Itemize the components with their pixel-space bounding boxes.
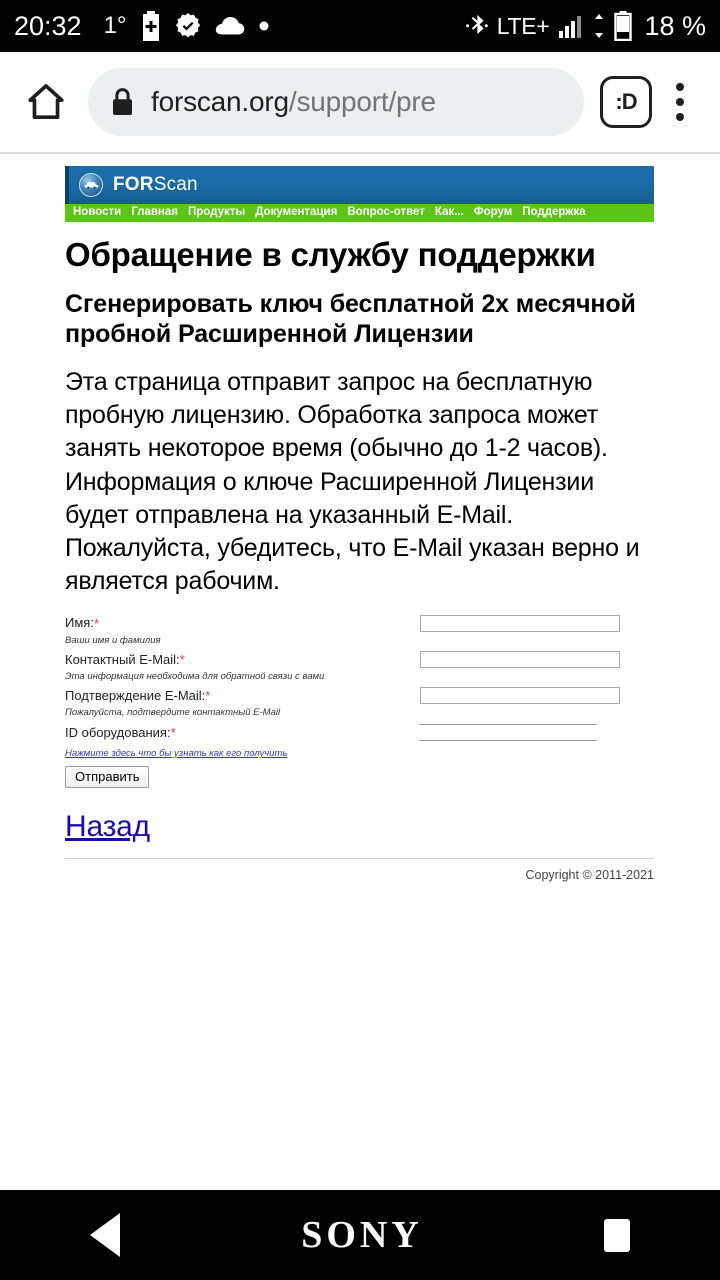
- overflow-menu-icon[interactable]: [652, 68, 708, 136]
- email-confirm-label: Подтверждение E-Mail:: [65, 688, 206, 704]
- nav-item-news[interactable]: Новости: [73, 206, 122, 219]
- page-content: [65, 222, 654, 882]
- submit-button[interactable]: Отправить: [65, 766, 149, 788]
- intro-paragraph: Эта страница отправит запрос на бесплатную пробную лицензию. Обработка запроса может занять некоторое время (обычно до 1-2 часов). Информация о ключе Расширенной Лицензии будет отправлена на указанный E-Mail. Пожалуйста, убедитесь, что E-Mail указан верно и является рабочим.: [65, 367, 640, 596]
- status-bar: [0, 0, 720, 52]
- cloud-icon: [215, 16, 245, 36]
- email-confirm-hint: Пожалуйста, подтвердите контактный E-Mail: [65, 707, 281, 719]
- nav-item-documentation[interactable]: Документация: [255, 206, 338, 219]
- nav-item-products[interactable]: Продукты: [188, 206, 246, 219]
- browser-toolbar: [0, 52, 720, 152]
- site-nav: [65, 204, 654, 222]
- form-row-email-confirm: [65, 687, 654, 704]
- webpage-viewport[interactable]: [0, 154, 720, 1190]
- site-brand-light: Scan: [153, 174, 198, 195]
- network-type-label: LTE+: [496, 12, 550, 39]
- email-confirm-required-mark: *: [205, 688, 211, 704]
- email-label: Контактный E-Mail:: [65, 651, 180, 667]
- nav-item-faq[interactable]: Вопрос-ответ: [347, 206, 425, 219]
- email-input[interactable]: [420, 651, 620, 668]
- signal-bars-icon: [558, 13, 584, 39]
- nav-item-support[interactable]: Поддержка: [522, 206, 586, 219]
- form-row-hardware-id: [65, 724, 654, 741]
- nav-item-howto[interactable]: Как...: [434, 206, 464, 219]
- tab-switcher-button[interactable]: :D: [600, 76, 652, 128]
- device-brand-label: SONY: [301, 1214, 423, 1256]
- bluetooth-icon: [466, 11, 488, 41]
- device-navigation-bar: [0, 1190, 720, 1280]
- support-request-form: [65, 615, 654, 788]
- nav-item-forum[interactable]: Форум: [473, 206, 513, 219]
- battery-percent-label: 18 %: [644, 10, 706, 41]
- email-confirm-input[interactable]: [420, 687, 620, 704]
- battery-icon: [614, 11, 632, 41]
- status-left-icons: [104, 11, 269, 41]
- status-clock: 20:32: [14, 10, 82, 41]
- submit-row: [65, 766, 654, 788]
- lock-icon: [110, 87, 135, 117]
- copyright-text: Copyright © 2011-2021: [525, 868, 654, 883]
- page-subtitle: Сгенерировать ключ бесплатной 2х месячной пробной Расширенной Лицензии: [65, 289, 636, 349]
- verified-badge-icon: [175, 13, 201, 39]
- forscan-logo-icon: [79, 173, 103, 197]
- form-row-name: [65, 615, 654, 632]
- data-transfer-icon: [593, 13, 605, 39]
- form-row-email: [65, 651, 654, 668]
- hardware-id-required-mark: *: [170, 724, 176, 740]
- email-hint: Эта информация необходима для обратной связи с вами: [65, 671, 325, 683]
- footer-divider: [65, 858, 654, 859]
- hardware-id-label: ID оборудования:: [65, 724, 171, 740]
- site-header: [65, 166, 654, 204]
- url-path: /support/pre: [288, 86, 436, 117]
- url-text: [151, 86, 436, 118]
- status-right-icons: [466, 11, 706, 41]
- home-icon[interactable]: [12, 68, 80, 136]
- temperature-label: 1°: [103, 12, 127, 39]
- site-brand: [113, 174, 198, 196]
- page-title: Обращение в службу поддержки: [65, 236, 596, 273]
- nav-item-home[interactable]: Главная: [131, 206, 178, 219]
- battery-saver-icon: [141, 11, 161, 41]
- dot-icon: [259, 21, 269, 31]
- hardware-id-input[interactable]: [419, 724, 597, 741]
- back-triangle-icon[interactable]: [90, 1213, 120, 1257]
- name-input[interactable]: [420, 615, 620, 632]
- site-brand-bold: FOR: [113, 174, 154, 195]
- url-bar[interactable]: [88, 68, 584, 136]
- name-hint: Ваши имя и фамилия: [65, 634, 161, 646]
- back-link[interactable]: Назад: [65, 810, 150, 844]
- hardware-id-help-link[interactable]: Нажмите здесь что бы узнать как его получить: [65, 747, 288, 759]
- url-domain: forscan.org: [151, 86, 289, 117]
- recents-square-icon[interactable]: [604, 1219, 630, 1252]
- email-required-mark: *: [179, 652, 185, 668]
- name-required-mark: *: [93, 615, 99, 631]
- name-label: Имя:: [65, 615, 94, 631]
